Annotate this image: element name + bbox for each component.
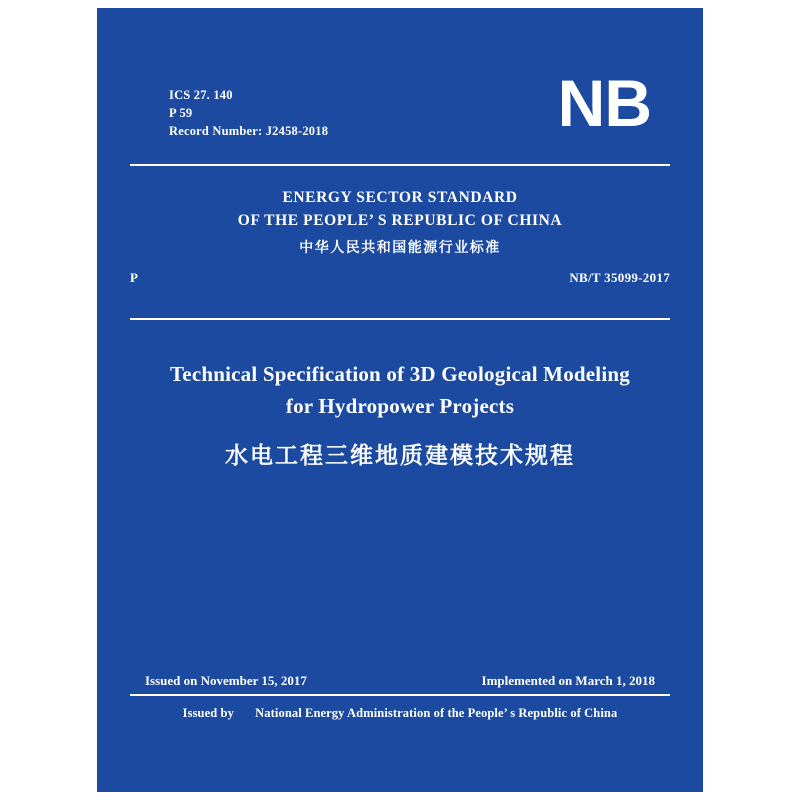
issuer-name: National Energy Administration of the People’ s Republic of China bbox=[255, 706, 618, 720]
standard-cover bbox=[97, 8, 703, 792]
title-en-line-1: Technical Specification of 3D Geological Modeling bbox=[170, 362, 630, 386]
divider-middle bbox=[130, 318, 670, 320]
organization-line-en-2: OF THE PEOPLE’ S REPUBLIC OF CHINA bbox=[237, 212, 563, 229]
title-block bbox=[137, 358, 663, 474]
dates-row bbox=[145, 673, 655, 689]
identification-block bbox=[169, 86, 328, 140]
nb-logo: NB bbox=[557, 66, 651, 140]
title-en-line-2: for Hydropower Projects bbox=[285, 394, 515, 418]
standard-code-row bbox=[130, 270, 670, 286]
classification-code: P 59 bbox=[169, 106, 193, 120]
ics-number: ICS 27. 140 bbox=[169, 88, 233, 102]
record-number: Record Number: J2458-2018 bbox=[169, 124, 329, 138]
issue-date: Issued on November 15, 2017 bbox=[145, 673, 307, 688]
title-cn: 水电工程三维地质建模技术规程 bbox=[225, 443, 575, 469]
issued-by-label: Issued by bbox=[182, 706, 234, 720]
issuer-row bbox=[97, 706, 703, 721]
implementation-date: Implemented on March 1, 2018 bbox=[481, 673, 655, 688]
divider-bottom bbox=[130, 694, 670, 696]
issuing-organization bbox=[97, 186, 703, 261]
standard-number: NB/T 35099-2017 bbox=[569, 270, 670, 285]
organization-line-cn: 中华人民共和国能源行业标准 bbox=[299, 240, 501, 256]
classification-mark: P bbox=[130, 270, 139, 285]
organization-line-en-1: ENERGY SECTOR STANDARD bbox=[282, 189, 518, 206]
divider-top bbox=[130, 164, 670, 166]
